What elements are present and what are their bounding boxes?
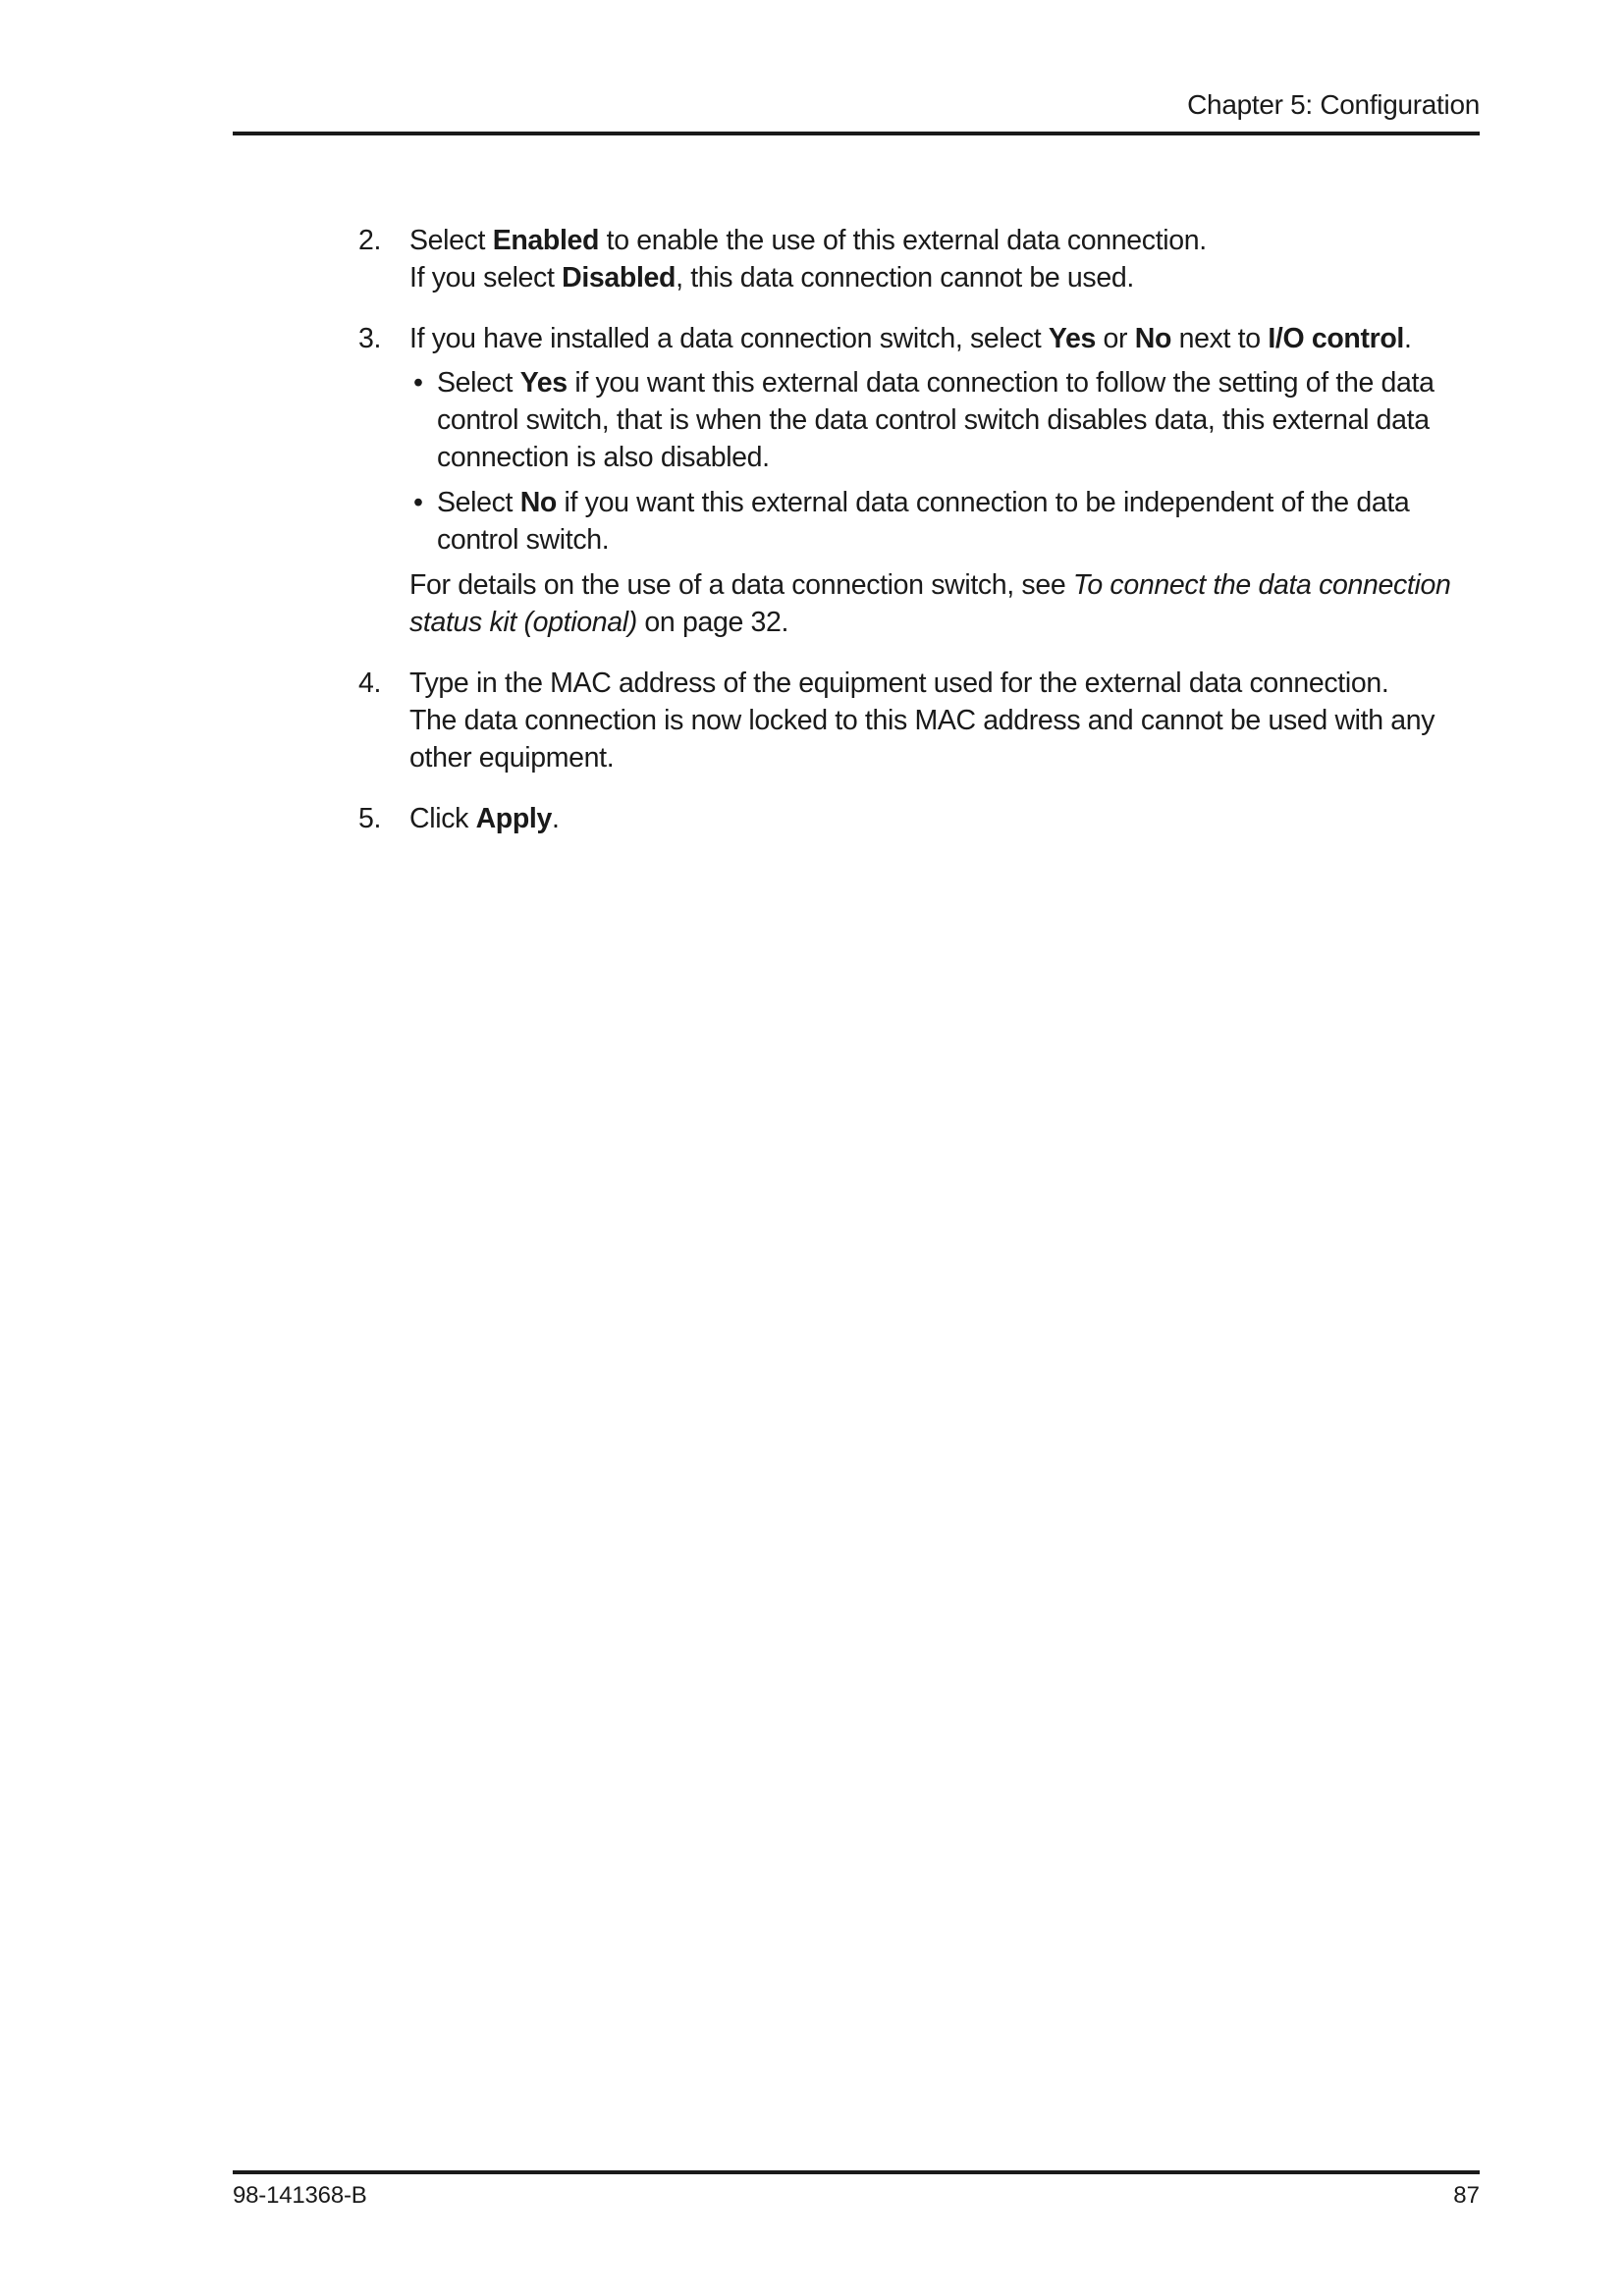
step-5-line-1 <box>409 800 1483 837</box>
step-5 <box>358 800 1483 837</box>
text-run: For details on the use of a data connection switch, see <box>409 569 1073 601</box>
page-footer <box>233 2170 1480 2214</box>
step-3-note <box>409 566 1483 641</box>
ui-term-io-control: I/O control <box>1268 323 1404 354</box>
step-3 <box>358 320 1483 641</box>
text-run: or <box>1095 323 1135 354</box>
text-run: Click <box>409 803 476 834</box>
step-2-line-1 <box>409 222 1483 259</box>
page-header <box>233 86 1480 135</box>
ui-term-no: No <box>1134 323 1172 354</box>
text-run: If you have installed a data connection switch, select <box>409 323 1049 354</box>
step-4-line-2: The data connection is now locked to this MAC address and cannot be used with any other equipment. <box>409 705 1435 774</box>
page-number: 87 <box>1453 2182 1480 2209</box>
step-number: 5. <box>358 803 382 834</box>
ui-term-yes: Yes <box>1048 323 1096 354</box>
ui-term-apply: Apply <box>475 803 552 834</box>
bullet-dot: • <box>413 487 423 518</box>
ui-term-enabled: Enabled <box>492 225 600 256</box>
text-run: Select <box>409 225 493 256</box>
document-number: 98-141368-B <box>233 2182 367 2209</box>
text-run: next to <box>1171 323 1269 354</box>
text-run: to enable the use of this external data connection. <box>599 225 1207 256</box>
text-run: If you select <box>409 262 563 294</box>
step-2 <box>358 222 1483 296</box>
cross-reference: To connect the data connection status kit (optional) <box>409 569 1451 638</box>
step-number: 4. <box>358 667 382 699</box>
text-run: if you want this external data connection to follow the setting of the data control switch, that is when the data control switch disables data, this external data connection is also disabled. <box>437 367 1435 473</box>
step-2-line-2 <box>409 259 1483 296</box>
bullet-list <box>409 364 1483 559</box>
page-content <box>358 222 1483 837</box>
text-run: Select <box>437 487 520 518</box>
text-run: if you want this external data connection to be independent of the data control switch. <box>437 487 1410 556</box>
bullet-item-no <box>409 484 1483 559</box>
ui-term-yes: Yes <box>519 367 568 399</box>
text-run: . <box>552 803 560 834</box>
step-number: 2. <box>358 225 382 256</box>
step-4 <box>358 665 1483 776</box>
text-run: on page 32. <box>636 607 789 638</box>
chapter-title: Chapter 5: Configuration <box>1187 89 1480 120</box>
ui-term-disabled: Disabled <box>562 262 677 294</box>
text-run: Select <box>437 367 520 399</box>
step-number: 3. <box>358 323 382 354</box>
step-4-line-1: Type in the MAC address of the equipment used for the external data connection. <box>409 667 1389 699</box>
text-run: . <box>1403 323 1412 354</box>
text-run: , this data connection cannot be used. <box>676 262 1134 294</box>
step-3-line-1 <box>409 320 1483 357</box>
bullet-dot: • <box>413 367 423 399</box>
bullet-item-yes <box>409 364 1483 476</box>
ui-term-no: No <box>519 487 557 518</box>
